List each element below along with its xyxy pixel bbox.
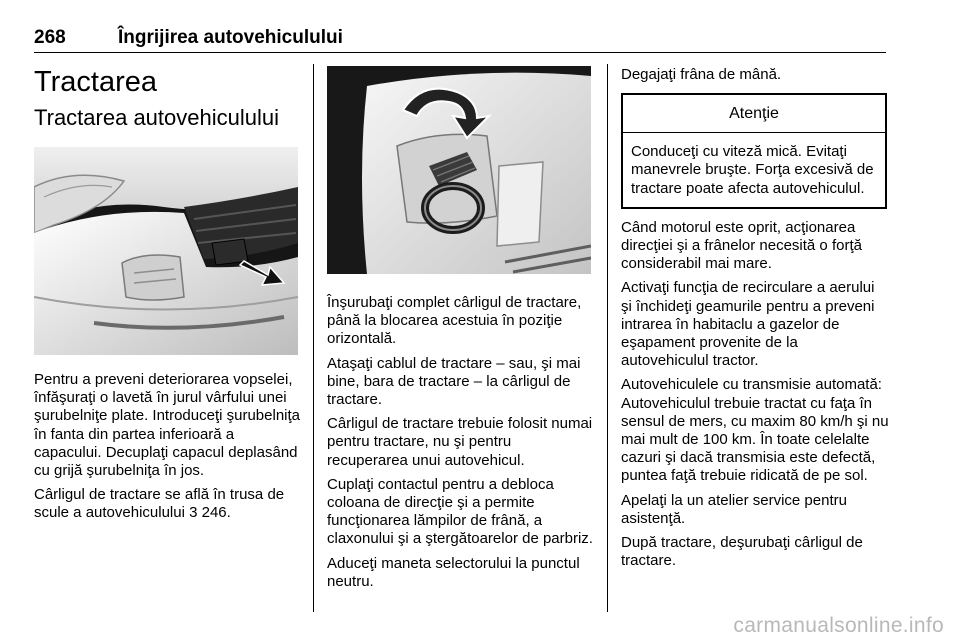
column-2	[327, 66, 595, 597]
paragraph-text: Cârligul de tractare se află în trusa de scule a autovehiculului	[34, 486, 285, 522]
page-header	[34, 26, 886, 53]
paragraph: Cuplaţi contactul pentru a debloca coloana de direcţie şi a permite funcţionarea lămpilor de frână, a claxonului şi a ştergătoarelor de parbriz.	[327, 475, 593, 548]
column-3	[621, 66, 889, 576]
paragraph: Activaţi funcţia de recirculare a aerului şi închideţi geamurile pentru a preveni intrarea în habitaclu a gazelor de eşapament provenite de la autovehiculul tractor.	[621, 279, 875, 370]
paragraph: Degajaţi frâna de mână.	[621, 66, 782, 83]
page-reference-arrow-icon: 3	[189, 504, 198, 522]
car-front-bumper-illustration	[34, 147, 298, 355]
paragraph: Aduceţi maneta selectorului la punctul neutru.	[327, 554, 580, 590]
paragraph: După tractare, deşurubaţi cârligul de tractare.	[621, 534, 863, 570]
chapter-title: Îngrijirea autovehiculului	[118, 27, 343, 48]
towing-eye-illustration	[327, 66, 591, 274]
page-reference[interactable]	[189, 504, 231, 521]
paragraph: Ataşaţi cablul de tractare – sau, şi mai bine, bara de tractare – la cârligul de tractare.	[327, 354, 581, 409]
paragraph: Cârligul de tractare trebuie folosit numai pentru tractare, nu şi pentru recuperarea unui autovehicul.	[327, 415, 593, 469]
paragraph: Când motorul este oprit, acţionarea direcţiei şi a frânelor necesită o forţă considerabil mai mare.	[621, 218, 862, 273]
page-reference-number: 246.	[197, 504, 231, 522]
column-divider	[313, 64, 314, 612]
paragraph: Înşurubaţi complet cârligul de tractare, până la blocarea acestuia în poziţie orizontală.	[327, 294, 582, 348]
section-subtitle: Tractarea autovehiculului	[34, 105, 279, 130]
column-1	[34, 66, 302, 529]
paragraph: Apelaţi la un atelier service pentru asistenţă.	[621, 491, 847, 527]
page-number: 268	[34, 27, 66, 48]
watermark: carmanualsonline.info	[733, 614, 944, 637]
paragraph	[34, 486, 302, 522]
paragraph: Autovehiculele cu transmisie automată: Autovehiculul trebuie tractat cu faţa în sensul de mers, cu maxim 80 km/h şi nu mai mult de 100 km. În toate celelalte cazuri şi dacă transmisia este defectă, puntea faţă trebuie ridicată de pe sol.	[621, 376, 889, 485]
paragraph: Pentru a preveni deteriorarea vopselei, înfăşuraţi o lavetă în jurul vârfului unei şurubelniţe plate. Introduceţi şurubelniţa în fanta din partea inferioară a capacului. Decuplaţi capacul deplasând cu grijă şurubelniţa în jos.	[34, 371, 301, 480]
column-divider	[607, 64, 608, 612]
section-title: Tractarea	[34, 66, 158, 98]
warning-text: Conduceţi cu viteză mică. Evitaţi manevrele bruşte. Forţa excesivă de tractare poate afecta autovehiculul.	[631, 143, 874, 197]
warning-box	[621, 93, 887, 209]
warning-title: Atenţie	[623, 95, 885, 133]
